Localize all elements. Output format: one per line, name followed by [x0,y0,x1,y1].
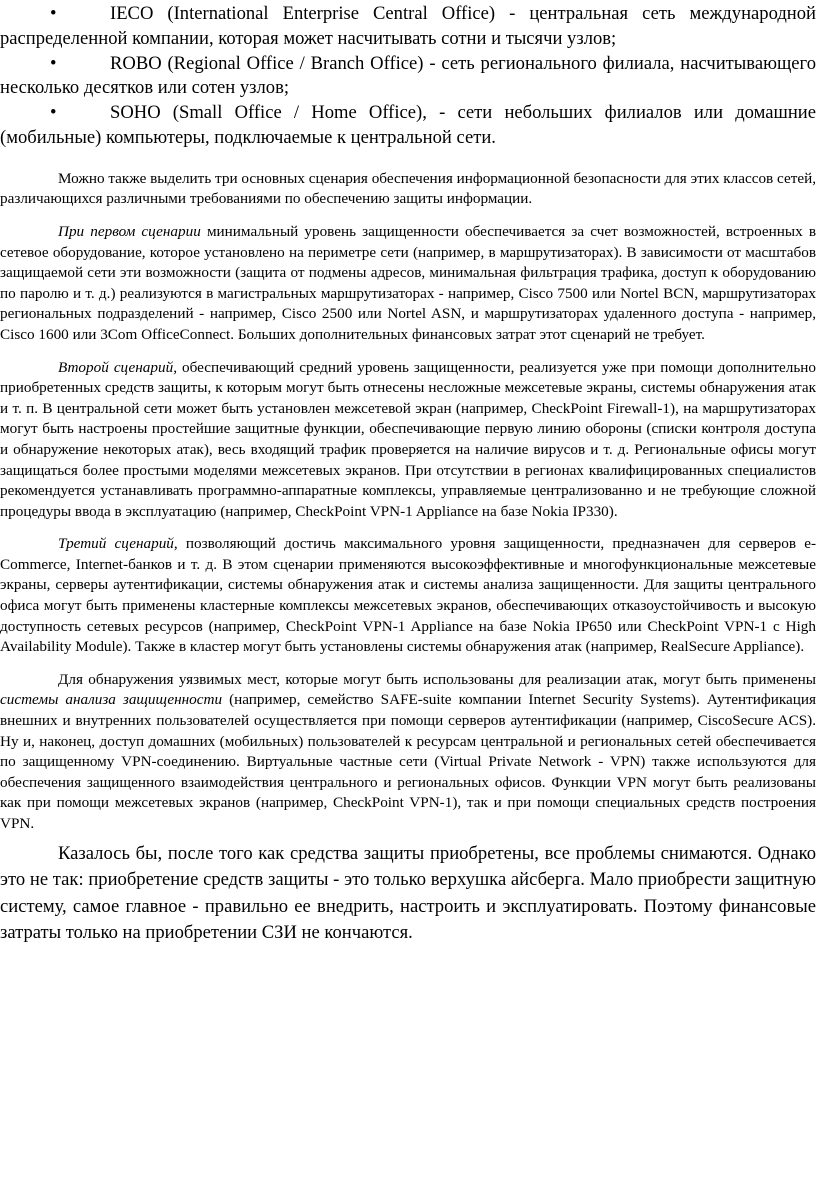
vuln-text-before: Для обнаружения уязвимых мест, которые могут быть использованы для реализации атак, могут быть применены [58,670,816,688]
vuln-text-after: (например, семейство SAFE-suite компании Internet Security Systems). Аутентификация внешних и внутренних пользователей осуществляется при помощи серверов аутентификации (например, CiscoSecure ACS). Ну и, наконец, доступ домашних (мобильных) пользователей к ресурсам центральной и региональных сетей обеспечивается по защищенному VPN-соединению. Виртуальные частные сети (Virtual Private Network - VPN) также используются для обеспечения защищенного взаимодействия центрального и региональных офисов. Функции VPN могут быть реализованы как при помощи межсетевых экранов (например, CheckPoint VPN-1), так и при помощи специальных средств построения VPN. [0,691,816,832]
scenario-2-lead: Второй сценарий [58,358,174,376]
bullet-text: SOHO (Small Office / Home Office), - сети небольших филиалов или домашние (мобильные) компьютеры, подключаемые к центральной сети. [0,102,816,148]
intro-paragraph: Можно также выделить три основных сценария обеспечения информационной безопасности для этих классов сетей, различающихся различными требованиями по обеспечению защиты информации. [0,169,816,208]
bullet-marker: • [50,3,57,24]
bullet-item-soho [0,101,816,151]
bullet-item-robo [0,52,816,102]
bullet-marker: • [50,102,57,124]
vuln-term: системы анализа защищенности [0,691,223,709]
bullet-marker: • [50,52,57,74]
scenario-1-text: минимальный уровень защищенности обеспечивается за счет возможностей, встроенных в сетевое оборудование, которое установлено на периметре сети (например, в маршрутизаторах). В зависимости от масштабов защищаемой сети эти возможности (защита от подмены адресов, минимальная фильтрация трафика, доступ к оборудованию по паролю и т. д.) реализуются в магистральных маршрутизаторах - например, Cisco 7500 или Nortel BCN, маршрутизаторах региональных подразделений - например, Cisco 2500 или Nortel ASN, и маршрутизаторах удаленного доступа - например, Cisco 1600 или 3Com OfficeConnect. Больших дополнительных финансовых затрат этот сценарий не требует. [0,222,816,343]
bullet-text: ROBO (Regional Office / Branch Office) - сеть регионального филиала, насчитывающего несколько десятков или сотен узлов; [0,52,816,99]
vulnerability-paragraph [0,670,816,835]
bullet-text: IECO (International Enterprise Central Office) - центральная сеть международной распределенной компании, которая может насчитывать сотни и тысячи узлов; [0,3,816,49]
scenario-2-text: , обеспечивающий средний уровень защищенности, реализуется уже при помощи дополнительно приобретенных средств защиты, к которым могут быть отнесены несложные межсетевые экраны, системы обнаружения атак и т. п. В центральной сети может быть установлен межсетевой экран (например, CheckPoint Firewall-1), на маршрутизаторах могут быть настроены простейшие защитные функции, обеспечивающие первую линию обороны (списки контроля доступа и обнаружение некоторых атак), весь входящий трафик проверяется на наличие вирусов и т. д. Региональные офисы могут защищаться более простыми моделями межсетевых экранов. При отсутствии в регионах квалифицированных специалистов рекомендуется устанавливать программно-аппаратные комплексы, управляемые централизованно и не требующие сложной процедуры ввода в эксплуатацию (например, CheckPoint VPN-1 Appliance на базе Nokia IP330). [0,358,816,520]
scenario-3-text: , позволяющий достичь максимального уровня защищенности, предназначен для серверов e-Commerce, Internet-банков и т. д. В этом сценарии применяются высокоэффективные и многофункциональные межсетевые экраны, серверы аутентификации, системы обнаружения атак и системы анализа защищенности. Для защиты центрального офиса могут быть применены кластерные комплексы межсетевых экранов, обеспечивающих отказоустойчивость и высокую доступность сетевых ресурсов (например, CheckPoint VPN-1 Appliance на базе Nokia IP650 или CheckPoint VPN-1 с High Availability Module). Также в кластер могут быть установлены системы обнаружения атак (например, RealSecure Appliance). [0,535,816,656]
scenario-2-paragraph [0,358,816,523]
scenario-3-paragraph [0,534,816,658]
scenario-1-lead: При первом сценарии [58,222,201,240]
bullet-item-ieco [0,2,816,52]
scenario-1-paragraph [0,222,816,346]
conclusion-paragraph: Казалось бы, после того как средства защиты приобретены, все проблемы снимаются. Однако это не так: приобретение средств защиты - это только верхушка айсберга. Мало приобрести защитную систему, самое главное - правильно ее внедрить, настроить и эксплуатировать. Поэтому финансовые затраты только на приобретении СЗИ не кончаются. [0,842,816,944]
scenario-3-lead: Третий сценарий [58,535,174,553]
